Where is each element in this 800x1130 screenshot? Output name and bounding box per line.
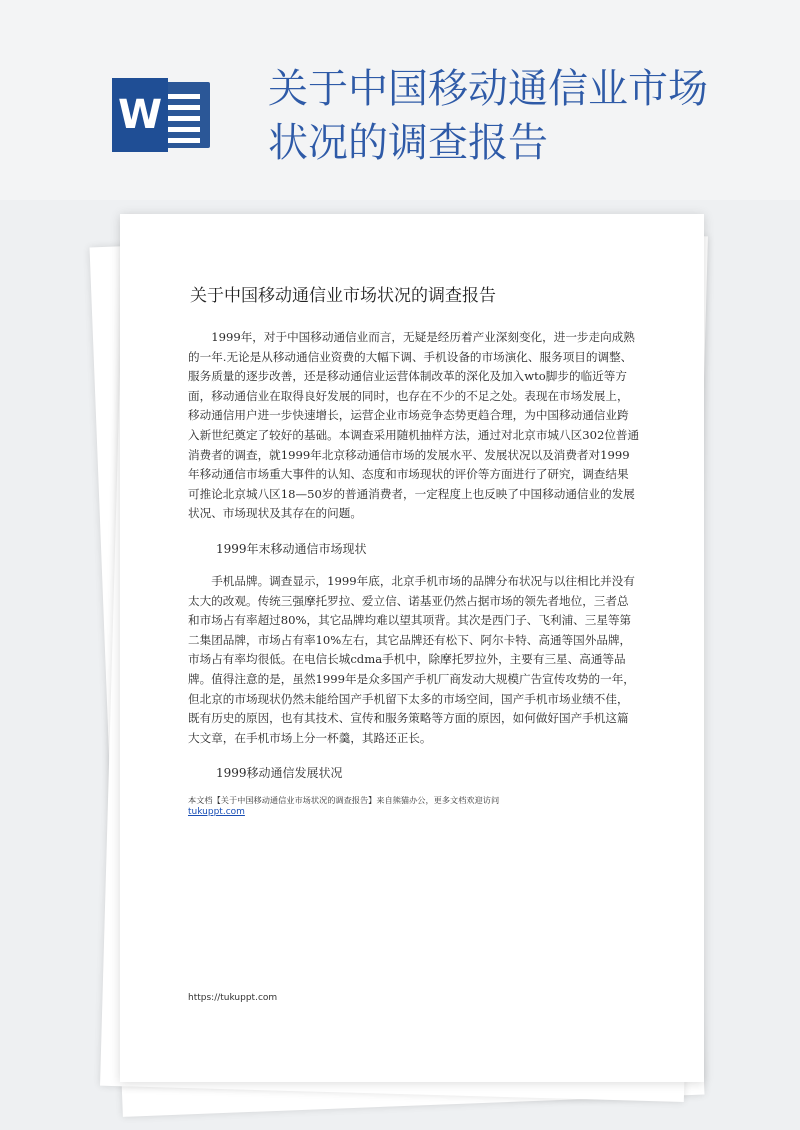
footer-link[interactable]: tukuppt.com <box>188 807 245 817</box>
section-heading-1: 1999年末移动通信市场现状 <box>216 542 367 556</box>
icon-text-line <box>164 94 200 99</box>
document-page <box>120 214 704 1082</box>
document-title: 关于中国移动通信业市场状况的调查报告 <box>190 286 496 306</box>
footer-note: 本文档【关于中国移动通信业市场状况的调查报告】来自熊猫办公，更多文档欢迎访问 <box>188 795 500 805</box>
body-paragraph-2: 手机品牌。调查显示，1999年底，北京手机市场的品牌分布状况与以往相比并没有太大的改观。传统三强摩托罗拉、爱立信、诺基亚仍然占据市场的领先者地位，三者总和市场占有率超过80%，其它品牌均难以望其项背。其次是西门子、飞利浦、三星等第二集团品牌，市场占有率10%左右，其它品牌还有松下、阿尔卡特、高通等国外品牌，市场占有率均很低。在电信长城cdma手机中，除摩托罗拉外，主要有三星、高通等品牌。值得注意的是，虽然1999年是众多国产手机厂商发动大规模广告宣传攻势的一年，但北京的市场现状仍然未能给国产手机留下太多的市场空间，国产手机市场业绩不佳，既有历史的原因，也有其技术、宣传和服务策略等方面的原因，如何做好国产手机这篇大文章，在手机市场上分一杯羹，其路还正长。 <box>188 574 635 745</box>
icon-text-line <box>164 105 200 110</box>
word-letter-badge: W <box>112 78 168 152</box>
word-document-icon <box>112 78 216 152</box>
section-heading-2: 1999移动通信发展状况 <box>216 766 343 780</box>
icon-text-line <box>164 138 200 143</box>
bottom-url[interactable]: https://tukuppt.com <box>188 993 278 1003</box>
icon-text-line <box>164 116 200 121</box>
body-paragraph-1: 1999年，对于中国移动通信业而言，无疑是经历着产业深刻变化，进一步走向成熟的一年.无论是从移动通信业资费的大幅下调、手机设备的市场演化、服务项目的调整、服务质量的逐步改善，还是移动通信业运营体制改革的深化及加入wto脚步的临近等方面，移动通信业在取得良好发展的同时，也存在不少的不足之处。表现在市场发展上，移动通信用户进一步快速增长，运营企业市场竞争态势更趋合理，为中国移动通信业跨入新世纪奠定了较好的基础。本调查采用随机抽样方法，通过对北京市城八区302位普通消费者的调查，就1999年北京移动通信市场的发展水平、发展状况以及消费者对1999年移动通信市场重大事件的认知、态度和市场现状的评价等方面进行了研究，调查结果可推论北京城八区18—50岁的普通消费者，一定程度上也反映了中国移动通信业的发展状况、市场现状及其存在的问题。 <box>188 330 640 521</box>
icon-text-line <box>164 127 200 132</box>
header-title: 关于中国移动通信业市场状况的调查报告 <box>268 66 708 166</box>
